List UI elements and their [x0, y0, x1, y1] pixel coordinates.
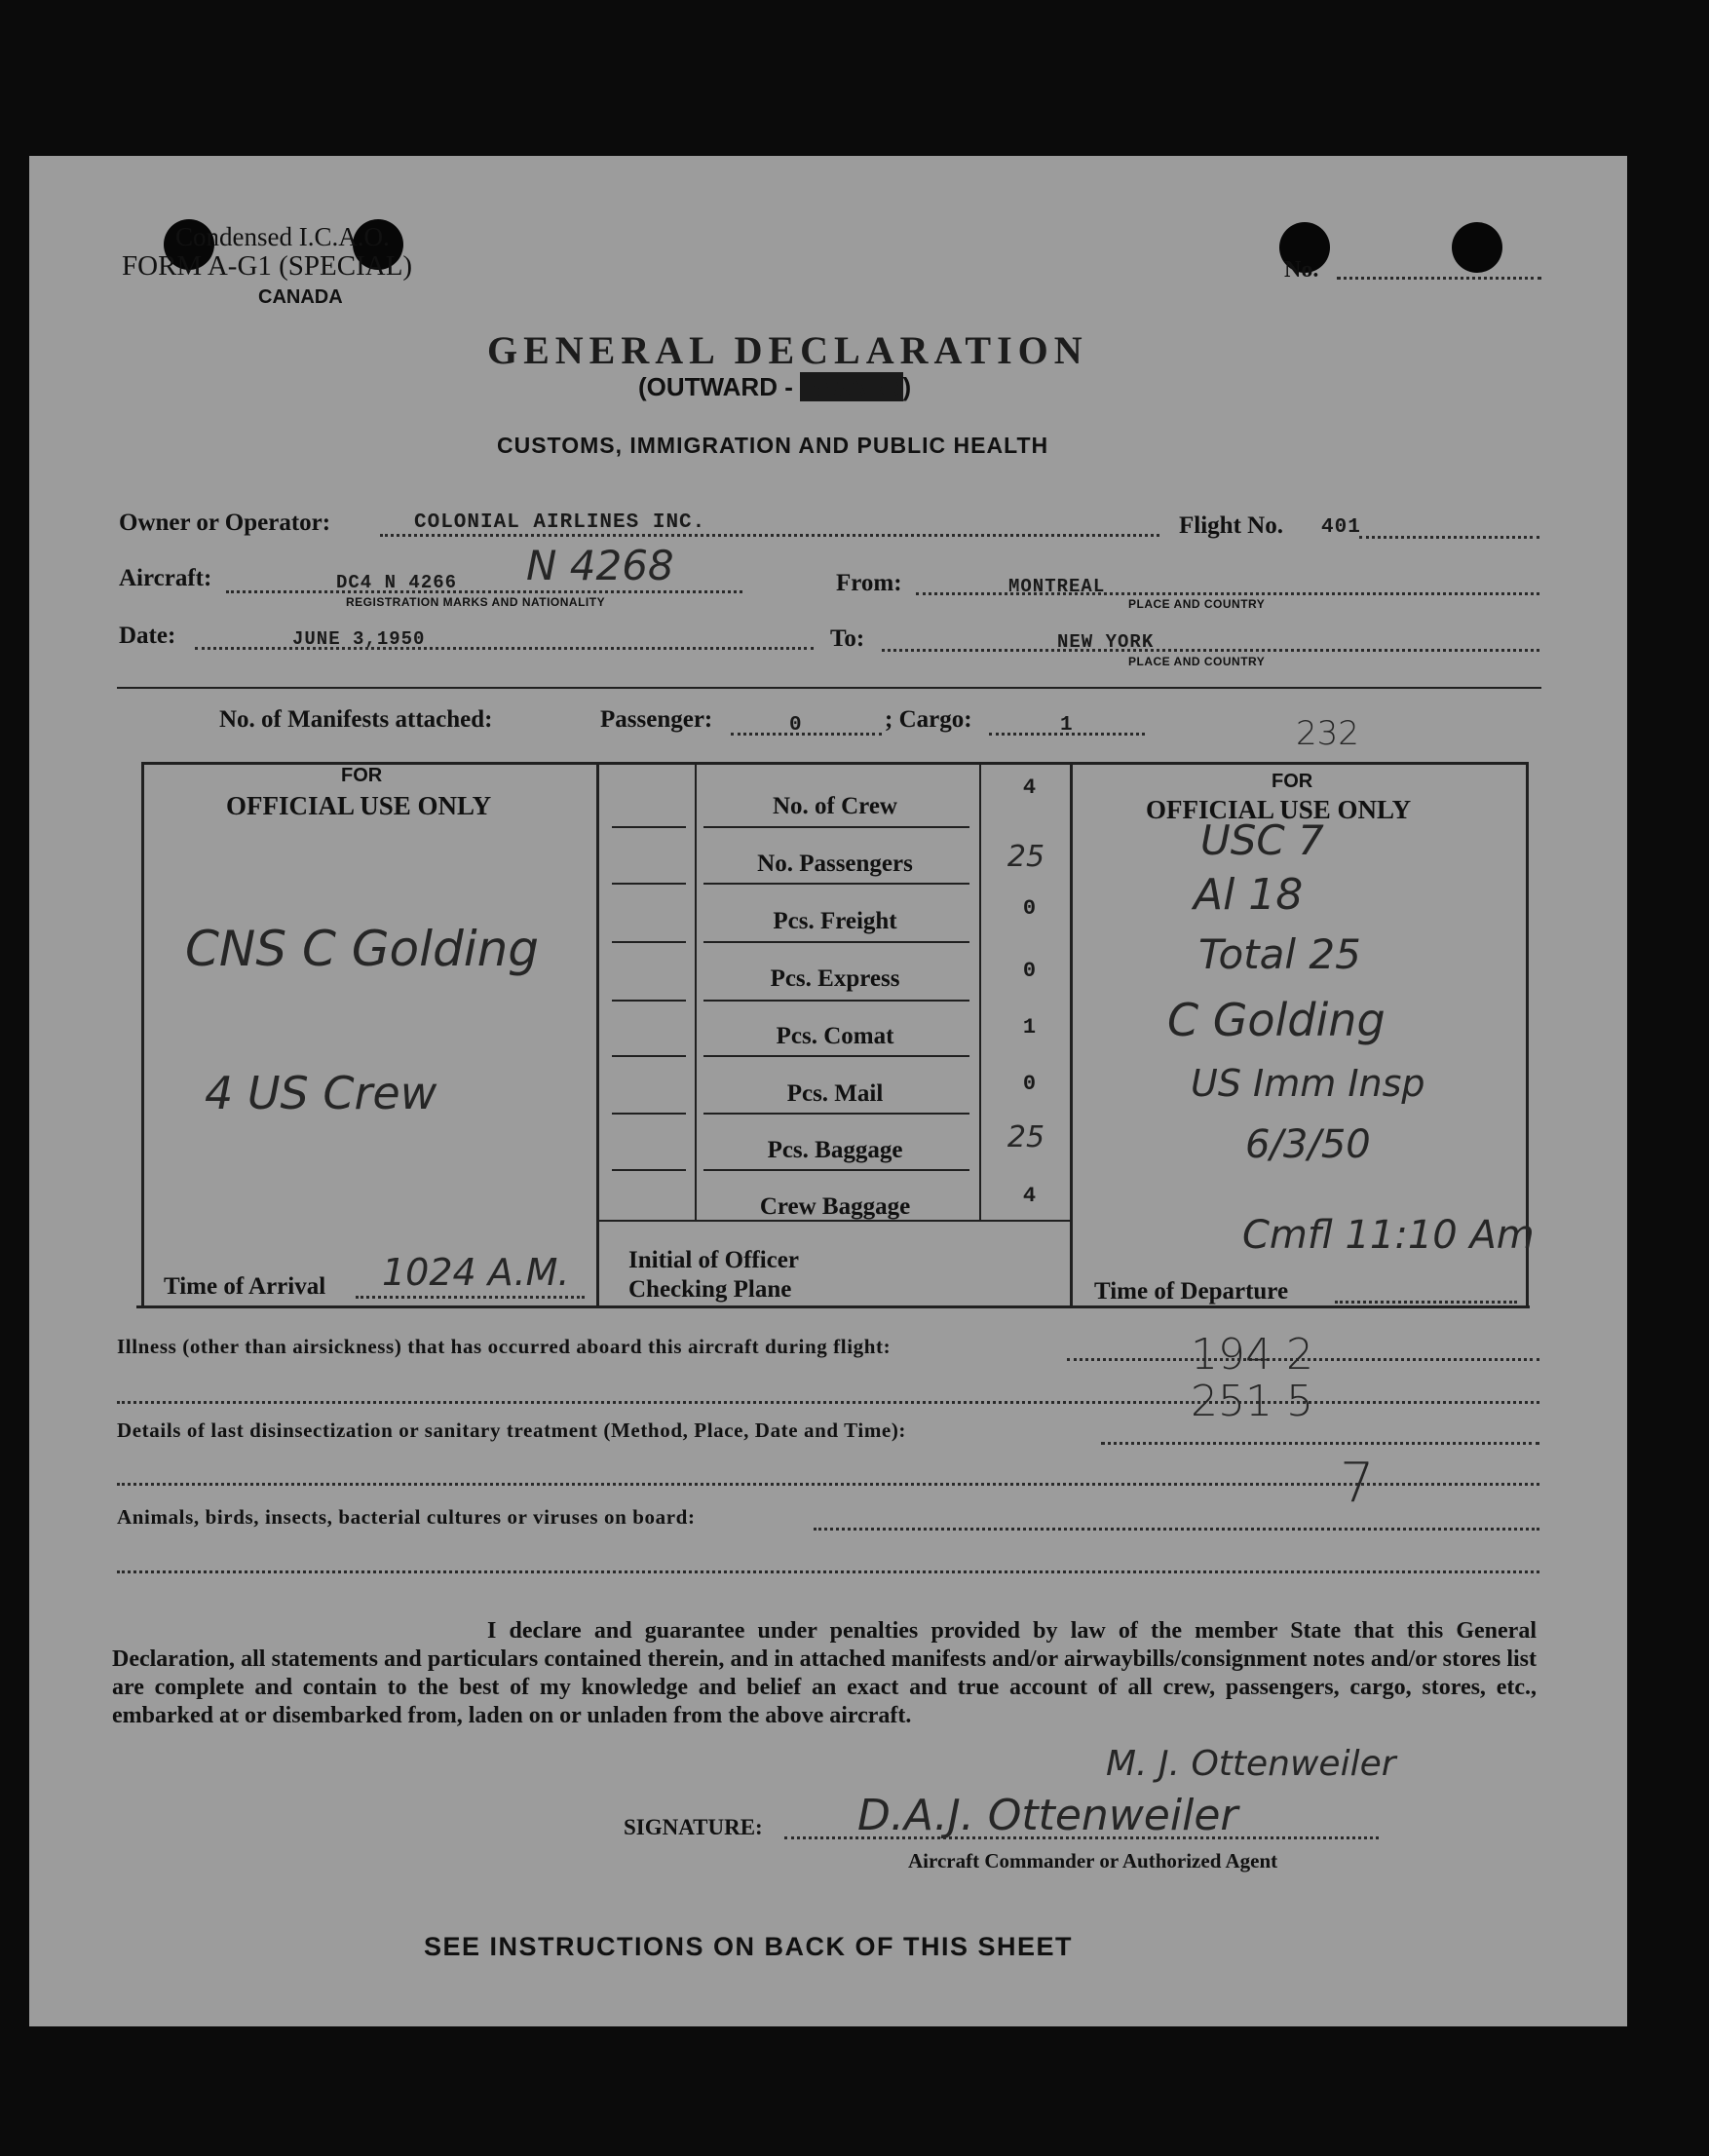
aircraft-caption: REGISTRATION MARKS AND NATIONALITY — [346, 595, 606, 609]
row-rule — [703, 1169, 969, 1171]
row-rule-left — [612, 1055, 686, 1057]
manifests-passenger-line — [731, 733, 882, 736]
left-official-title-2: OFFICIAL USE ONLY — [226, 791, 492, 820]
row-label-crew: No. of Crew — [773, 793, 897, 819]
punch-hole-4 — [1452, 222, 1502, 273]
disinsect-hand: 251 5 — [1191, 1377, 1313, 1426]
row-value-express: 0 — [1022, 959, 1038, 983]
right-hand-note-4: C Golding — [1167, 994, 1386, 1046]
left-hand-note-2: 4 US Crew — [205, 1067, 437, 1119]
signature-label: SIGNATURE: — [624, 1815, 763, 1839]
row-value-crew-baggage: 4 — [1022, 1184, 1038, 1208]
animals-line-2 — [117, 1570, 1539, 1573]
date-value: JUNE 3,1950 — [292, 628, 426, 650]
manifests-hand-number: 232 — [1296, 714, 1359, 753]
form-line-2: FORM A-G1 (SPECIAL) — [122, 250, 413, 282]
table-col-divider-1 — [596, 762, 599, 1305]
signature-hand-top: M. J. Ottenweiler — [1106, 1744, 1396, 1784]
owner-value: COLONIAL AIRLINES INC. — [414, 511, 706, 534]
row-value-mail: 0 — [1022, 1072, 1038, 1096]
row-rule — [703, 1113, 969, 1115]
row-label-express: Pcs. Express — [770, 965, 900, 992]
right-official-title-2: OFFICIAL USE ONLY — [1146, 795, 1412, 824]
row-value-comat: 1 — [1022, 1015, 1038, 1040]
right-official-title-1: FOR — [1272, 771, 1313, 792]
number-label: No. — [1284, 257, 1319, 283]
manifests-passenger-label: Passenger: — [600, 706, 713, 733]
right-hand-note-5: US Imm Insp — [1191, 1062, 1425, 1105]
illness-line-2 — [117, 1401, 1539, 1404]
flight-label: Flight No. — [1179, 512, 1283, 539]
right-hand-note-1: USC 7 — [1200, 816, 1324, 864]
flight-value: 401 — [1321, 516, 1361, 539]
row-rule-left — [612, 1000, 686, 1002]
table-col-divider-3 — [979, 762, 981, 1220]
right-hand-note-3: Total 25 — [1198, 930, 1361, 978]
row-value-freight: 0 — [1022, 896, 1038, 921]
hand-total: 7 — [1340, 1452, 1375, 1515]
row-rule-left — [612, 1113, 686, 1115]
arrival-line — [356, 1296, 585, 1299]
right-hand-note-6: 6/3/50 — [1245, 1122, 1371, 1167]
arrival-value: 1024 A.M. — [382, 1251, 570, 1294]
row-value-crew: 4 — [1022, 775, 1038, 800]
row-label-comat: Pcs. Comat — [776, 1023, 894, 1049]
row-value-baggage: 25 — [1006, 1120, 1045, 1154]
page-subtitle: CUSTOMS, IMMIGRATION AND PUBLIC HEALTH — [497, 433, 1049, 458]
row-rule-left — [612, 1169, 686, 1171]
direction-struck: INWARD — [800, 372, 903, 401]
to-caption: PLACE AND COUNTRY — [1128, 655, 1266, 668]
row-value-passengers: 25 — [1006, 840, 1045, 874]
from-caption: PLACE AND COUNTRY — [1128, 597, 1266, 611]
date-line — [195, 647, 814, 650]
disinsect-line — [1101, 1442, 1539, 1445]
from-value: MONTREAL — [1008, 576, 1106, 597]
disinsect-line-2 — [117, 1483, 1539, 1486]
direction-outward: (OUTWARD - — [638, 372, 793, 401]
header-divider — [117, 687, 1541, 689]
aircraft-handwritten: N 4268 — [526, 542, 674, 589]
aircraft-label: Aircraft: — [119, 565, 212, 591]
table-bottom-border — [136, 1305, 1530, 1308]
initial-label-1: Initial of Officer — [628, 1247, 799, 1273]
row-rule-left — [612, 941, 686, 943]
row-rule-left — [612, 883, 686, 885]
row-rule-left — [612, 826, 686, 828]
animals-label: Animals, birds, insects, bacterial cultures or viruses on board: — [117, 1505, 696, 1529]
signature-hand-main: D.A.J. Ottenweiler — [857, 1791, 1238, 1840]
row-rule — [703, 941, 969, 943]
arrival-label: Time of Arrival — [164, 1273, 326, 1300]
to-label: To: — [830, 625, 865, 652]
flight-line — [1359, 536, 1539, 539]
row-rule — [703, 1055, 969, 1057]
row-rule — [703, 883, 969, 885]
animals-line — [814, 1528, 1539, 1531]
row-rule — [703, 826, 969, 828]
right-hand-note-7: Cmfl 11:10 Am — [1242, 1213, 1535, 1258]
illness-hand: 194 2 — [1191, 1330, 1313, 1380]
declaration-body: I declare and guarantee under penalties provided by law of the member State that this General Declaration, all statements and particulars contained therein, and in attached manifests and/or airwaybills/consignment notes and/or stores list are complete and contain to the best of my knowledge and belief an exact and true account of all crew, passengers, cargo, stores, etc., embarked at or disembarked from, laden on or unladen from the above aircraft. — [112, 1618, 1537, 1728]
departure-line — [1335, 1301, 1517, 1304]
to-value: NEW YORK — [1057, 631, 1155, 653]
table-left-border — [141, 762, 144, 1305]
page-title: GENERAL DECLARATION — [487, 328, 1088, 372]
row-label-passengers: No. Passengers — [757, 851, 913, 877]
disinsect-label: Details of last disinsectization or sanitary treatment (Method, Place, Date and Time): — [117, 1418, 907, 1442]
aircraft-line — [226, 590, 742, 593]
form-line-1: Condensed I.C.A.O. — [175, 222, 390, 251]
illness-label: Illness (other than airsickness) that has occurred aboard this aircraft during flight: — [117, 1335, 892, 1358]
left-official-title-1: FOR — [341, 765, 383, 786]
owner-line — [380, 534, 1159, 537]
aircraft-value: DC4 N 4266 — [336, 572, 458, 593]
manifests-passenger-value: 0 — [789, 714, 803, 737]
footer-instructions: SEE INSTRUCTIONS ON BACK OF THIS SHEET — [424, 1932, 1074, 1961]
form-line-3: CANADA — [258, 286, 343, 308]
page-title-direction — [638, 372, 911, 402]
from-label: From: — [836, 570, 902, 596]
left-hand-note-1: CNS C Golding — [185, 921, 540, 977]
row-label-freight: Pcs. Freight — [773, 908, 897, 934]
manifests-label: No. of Manifests attached: — [219, 706, 493, 733]
row-rule — [703, 1000, 969, 1002]
manifests-cargo-label: ; Cargo: — [885, 706, 972, 733]
right-hand-note-2: Al 18 — [1194, 870, 1304, 920]
manifests-cargo-value: 1 — [1060, 714, 1074, 737]
departure-label: Time of Departure — [1094, 1278, 1289, 1305]
to-line — [882, 649, 1539, 652]
row-label-crew-baggage: Crew Baggage — [759, 1193, 911, 1220]
direction-close: ) — [902, 372, 912, 401]
row-label-mail: Pcs. Mail — [786, 1080, 884, 1107]
initial-label-2: Checking Plane — [628, 1276, 792, 1303]
date-label: Date: — [119, 623, 176, 649]
number-line — [1337, 277, 1541, 280]
row-label-baggage: Pcs. Baggage — [767, 1137, 903, 1163]
owner-label: Owner or Operator: — [119, 510, 331, 536]
declaration-text — [112, 1617, 1537, 1730]
signature-caption: Aircraft Commander or Authorized Agent — [908, 1849, 1278, 1872]
